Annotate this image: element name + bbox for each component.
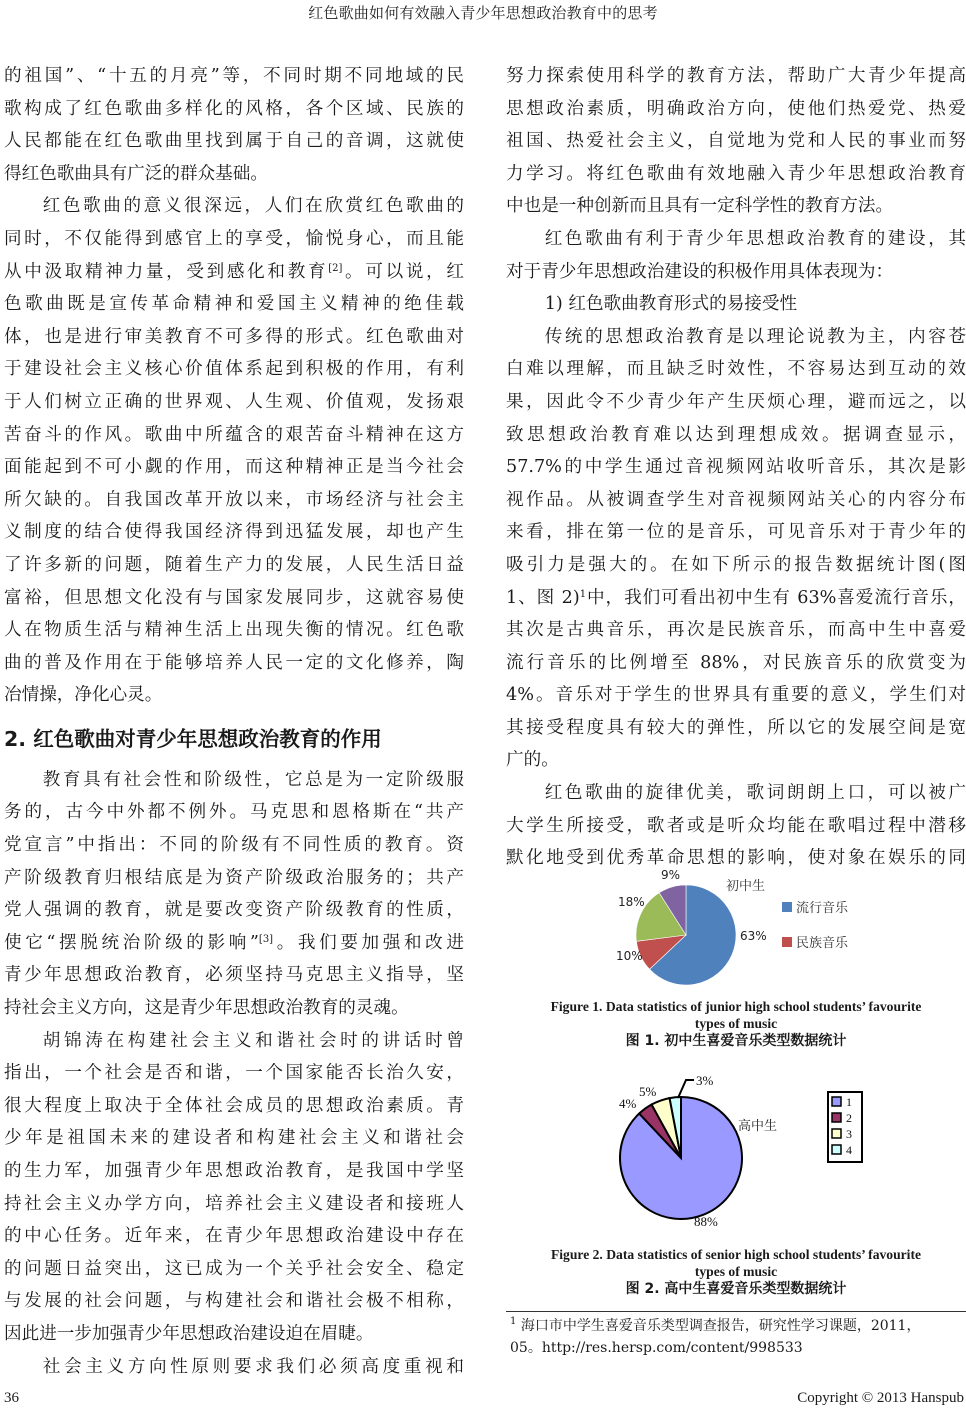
text-line: 色歌曲既是宣传革命精神和爱国主义精神的绝佳载	[4, 294, 464, 315]
legend-label: 流行音乐	[796, 901, 849, 916]
text-line: 对于青少年思想政治建设的积极作用具体表现为：	[506, 261, 894, 282]
text-line: 人民都能在红色歌曲里找到属于自己的音调，这就使	[4, 131, 464, 152]
text-line: 1) 红色歌曲教育形式的易接受性	[544, 294, 798, 315]
text-line: 红色歌曲的意义很深远，人们在欣赏红色歌曲的	[42, 196, 464, 217]
text-line: 务的，古今中外都不例外。马克思和恩格斯在“共产	[4, 802, 464, 823]
text-segment: 中，我们可看出初中生有 63%喜爱流行音乐，	[586, 587, 966, 608]
legend-label: 3	[846, 1127, 852, 1141]
text-line: 吸引力是强大的。在如下所示的报告数据统计图(图	[506, 554, 966, 575]
footnote-ref[interactable]: 1	[579, 588, 587, 600]
page-number: 36	[4, 1390, 19, 1406]
text-line: 胡锦涛在构建社会主义和谐社会时的讲话时曾	[42, 1030, 464, 1051]
figure-caption-en	[506, 1246, 966, 1280]
text-line: 持社会主义办学方向，培养社会主义建设者和接班人	[4, 1193, 464, 1214]
data-label: 9%	[661, 868, 681, 882]
footnote-divider	[506, 1311, 966, 1312]
footnote-mark: 1	[510, 1316, 517, 1327]
text-line: 的生力军，加强青少年思想政治教育，是我国中学坚	[4, 1161, 464, 1181]
text-line: 广的。	[506, 750, 559, 771]
caption-line: Figure 2. Data statistics of senior high school students’ favourite	[550, 1247, 922, 1262]
footnote-line[interactable]: 05。http://res.hersp.com/content/998533	[510, 1340, 803, 1356]
copyright: Copyright © 2013 Hanspub	[797, 1390, 964, 1406]
legend-swatch	[782, 937, 792, 947]
text-line: 少年是祖国未来的建设者和构建社会主义和谐社会	[4, 1128, 464, 1149]
text-line: 的中心任务。近年来，在青少年思想政治建设中存在	[4, 1226, 464, 1247]
footnote	[510, 1315, 966, 1359]
text-line: 其接受程度具有较大的弹性，所以它的发展空间是宽	[506, 717, 966, 738]
text-line: 了许多新的问题，随着生产力的发展，人民生活日益	[4, 554, 464, 575]
caption-line: Figure 1. Data statistics of junior high school students’ favourite	[550, 999, 922, 1014]
text-line: 富裕，但思想文化没有与国家发展同步，这就容易使	[4, 587, 464, 608]
legend-swatch	[782, 902, 792, 912]
text-line: 很大程度上取决于全体社会成员的思想政治素质。青	[4, 1095, 464, 1116]
data-label: 4%	[619, 1096, 637, 1111]
text-line: 指出，一个社会是否和谐，一个国家能否长治久安，	[4, 1063, 464, 1084]
data-label: 63%	[740, 929, 767, 943]
text-line	[506, 582, 966, 615]
text-line: 的祖国”、“十五的月亮”等，不同时期不同地域的民	[4, 66, 464, 86]
text-line: 于建设社会主义核心价值体系起到积极的作用，有利	[4, 359, 464, 380]
text-line: 与发展的社会问题，与构建社会和谐社会极不相称，	[4, 1291, 464, 1312]
paragraph	[506, 60, 966, 223]
paragraph	[4, 1025, 464, 1351]
text-line: 歌构成了红色歌曲多样化的风格，各个区域、民族的	[4, 98, 464, 119]
text-line: 曲的普及作用在于能够培养人民一定的文化修养，陶	[4, 652, 464, 673]
legend-label: 1	[846, 1095, 852, 1109]
text-line: 果，因此令不少青少年产生厌烦心理，避而远之，以	[506, 391, 966, 412]
legend-label: 2	[846, 1111, 852, 1125]
text-line: 流行音乐的比例增至 88%，对民族音乐的欣赏变为	[506, 652, 966, 673]
legend-swatch	[832, 1113, 841, 1122]
paragraph	[4, 60, 464, 190]
section-heading: 2. 红色歌曲对青少年思想政治教育的作用	[4, 726, 382, 751]
text-line: 党宣言”中指出：不同的阶级有不同性质的教育。资	[4, 835, 464, 856]
text-segment: 使它“摆脱统治阶级的影响”	[4, 932, 259, 953]
text-line: 得红色歌曲具有广泛的群众基础。	[4, 163, 268, 184]
text-line: 面能起到不可小觑的作用，而这种精神正是当今社会	[4, 457, 464, 478]
figure-2	[506, 1066, 966, 1299]
legend-swatch	[832, 1145, 841, 1154]
text-line: 教育具有社会性和阶级性，它总是为一定阶级服	[42, 769, 464, 790]
text-line: 祖国、热爱社会主义，自觉地为党和人民的事业而努	[506, 131, 966, 152]
legend-label: 4	[846, 1143, 852, 1157]
text-line: 致思想政治教育难以达到理想成效。据调查显示，	[506, 424, 966, 445]
running-head: 红色歌曲如何有效融入青少年思想政治教育中的思考	[308, 4, 658, 22]
text-line: 大学生所接受，歌者或是听众均能在歌唱过程中潜移	[506, 815, 966, 836]
paragraph	[4, 190, 464, 712]
text-line: 红色歌曲的旋律优美，歌词朗朗上口，可以被广	[544, 783, 966, 804]
text-segment: 1、图 2)	[506, 587, 580, 608]
citation-ref[interactable]: [3]	[258, 933, 274, 945]
text-line: 思想政治素质，明确政治方向，使他们热爱党、热爱	[506, 98, 966, 119]
figure-caption-cn: 图 1. 初中生喜爱音乐类型数据统计	[625, 1033, 847, 1049]
paragraph	[4, 764, 464, 1025]
pie-chart-senior	[506, 1066, 966, 1238]
text-line: 所欠缺的。自我国改革开放以来，市场经济与社会主	[4, 489, 464, 510]
text-segment: 。可以说，红	[342, 261, 464, 282]
text-line: 同时，不仅能得到感官上的享受，愉悦身心，而且能	[4, 228, 464, 249]
text-line: 中也是一种创新而且具有一定科学性的教育方法。	[506, 196, 894, 217]
text-line: 57.7%的中学生通过音视频网站收听音乐，其次是影	[506, 457, 966, 478]
chart-title: 高中生	[738, 1119, 778, 1134]
data-label: 88%	[694, 1214, 718, 1229]
text-line: 产阶级教育归根结底是为资产阶级政治服务的；共产	[4, 867, 464, 888]
text-line: 社会主义方向性原则要求我们必须高度重视和	[42, 1356, 464, 1377]
figure-1	[506, 862, 966, 1051]
data-label: 5%	[639, 1084, 657, 1099]
legend-swatch	[832, 1129, 841, 1138]
leader-line	[678, 1080, 694, 1098]
paragraph	[4, 1351, 464, 1384]
right-column	[506, 60, 966, 875]
data-label: 18%	[618, 895, 645, 909]
text-line: 义制度的结合使得我国经济得到迅猛发展，却也产生	[4, 522, 464, 543]
figure-caption-cn: 图 2. 高中生喜爱音乐类型数据统计	[625, 1281, 847, 1297]
data-label: 3%	[696, 1073, 714, 1088]
pie-chart-junior	[506, 862, 966, 990]
legend-swatch	[832, 1097, 841, 1106]
left-column	[4, 60, 464, 1383]
chart-title: 初中生	[726, 879, 766, 894]
text-line: 党人强调的教育，就是要改变资产阶级教育的性质，	[4, 900, 464, 921]
paragraph	[506, 223, 966, 288]
subheading	[506, 288, 966, 321]
text-line: 持社会主义方向，这是青少年思想政治教育的灵魂。	[4, 998, 409, 1019]
caption-line: types of music	[694, 1016, 778, 1031]
text-line: 力学习。将红色歌曲有效地融入青少年思想政治教育	[506, 163, 966, 184]
figure-caption-en	[506, 998, 966, 1032]
text-line: 白难以理解，而且缺乏时效性，不容易达到互动的效	[506, 359, 966, 380]
text-line: 传统的思想政治教育是以理论说教为主，内容苍	[544, 326, 966, 347]
legend-label: 民族音乐	[796, 936, 849, 951]
data-label: 10%	[616, 949, 643, 963]
text-line: 于人们树立正确的世界观、人生观、价值观，发扬艰	[4, 391, 464, 412]
caption-line: types of music	[694, 1264, 778, 1279]
text-line	[4, 256, 464, 289]
footnote-text: 海口市中学生喜爱音乐类型调查报告，研究性学习课题，2011，	[520, 1318, 921, 1334]
text-segment: 从中汲取精神力量，受到感化和教育	[4, 261, 329, 282]
text-line: 因此进一步加强青少年思想政治建设迫在眉睫。	[4, 1323, 374, 1344]
text-line: 冶情操，净化心灵。	[4, 685, 163, 706]
paragraph	[506, 777, 966, 875]
footnote-line	[510, 1315, 966, 1337]
citation-ref[interactable]: [2]	[328, 262, 343, 274]
text-line: 体，也是进行审美教育不可多得的形式。红色歌曲对	[4, 326, 464, 347]
text-line: 4%。音乐对于学生的世界具有重要的意义，学生们对	[506, 685, 966, 706]
text-line: 来看，排在第一位的是音乐，可见音乐对于青少年的	[506, 522, 966, 543]
text-line: 的问题日益突出，这已成为一个关乎社会安全、稳定	[4, 1258, 464, 1279]
text-segment: 。我们要加强和改进	[273, 932, 464, 953]
text-line: 努力探索使用科学的教育方法，帮助广大青少年提高	[506, 66, 966, 86]
text-line: 默化地受到优秀革命思想的影响，使对象在娱乐的同	[506, 848, 966, 869]
text-line: 青少年思想政治教育，必须坚持马克思主义指导，坚	[4, 965, 464, 986]
text-line: 视作品。从被调查学生对音视频网站关心的内容分布	[506, 489, 966, 510]
text-line: 红色歌曲有利于青少年思想政治教育的建设，其	[544, 228, 966, 249]
text-line: 苦奋斗的作风。歌曲中所蕴含的艰苦奋斗精神在这方	[4, 424, 464, 445]
text-line: 其次是古典音乐，再次是民族音乐，而高中生中喜爱	[506, 620, 966, 641]
text-line: 人在物质生活与精神生活上出现失衡的情况。红色歌	[4, 620, 464, 641]
text-line	[4, 927, 464, 960]
paragraph	[506, 321, 966, 777]
